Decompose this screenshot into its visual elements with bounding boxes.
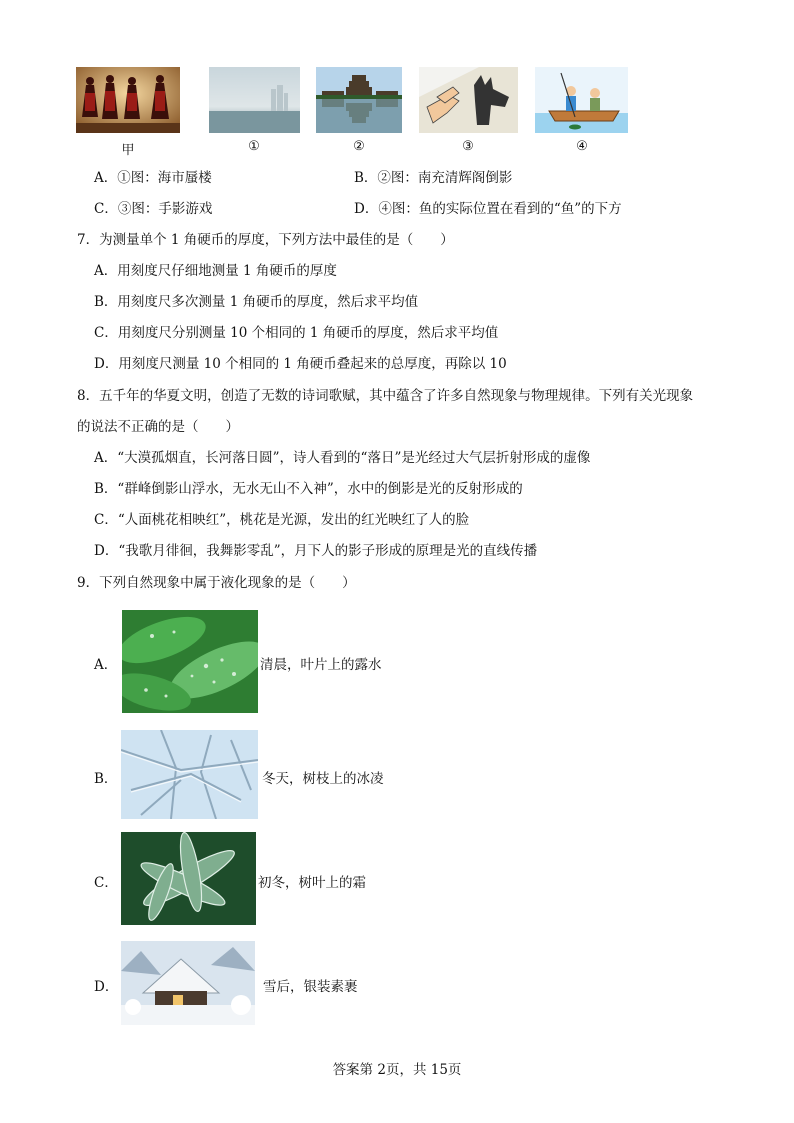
q6-option-a <box>94 169 212 187</box>
option-text: ④图：鱼的实际位置在看到的“鱼”的下方 <box>378 201 622 217</box>
q9-option-c-letter: C． <box>94 875 118 891</box>
q9-stem: 9．下列自然现象中属于液化现象的是（ ） <box>77 575 356 591</box>
mirage-image <box>209 67 300 133</box>
option-text: ③图：手影游戏 <box>117 201 213 217</box>
q8-option-d: D．“我歌月徘徊，我舞影零乱”，月下人的影子形成的原理是光的直线传播 <box>94 543 538 559</box>
icicle-branch-image <box>121 730 258 819</box>
hand-shadow-image <box>419 67 518 133</box>
image-caption-1: ① <box>248 139 260 154</box>
dew-leaf-image <box>122 610 258 713</box>
q6-option-d <box>354 200 622 218</box>
option-text: ②图：南充清辉阁倒影 <box>377 170 513 186</box>
option-letter: C． <box>94 201 118 217</box>
q9-option-b-letter: B． <box>94 771 118 787</box>
pavilion-reflection-image <box>316 67 402 133</box>
frost-leaf-image <box>121 832 256 925</box>
image-caption-4: ④ <box>576 139 588 154</box>
q7-option-b: B．用刻度尺多次测量 1 角硬币的厚度，然后求平均值 <box>94 294 419 310</box>
q8-option-a: A．“大漠孤烟直，长河落日圆”，诗人看到的“落日”是光经过大气层折射形成的虚像 <box>94 450 591 466</box>
option-letter: A． <box>94 170 118 186</box>
q6-option-b <box>354 169 512 187</box>
image-caption-jia: 甲 <box>121 143 135 158</box>
q7-stem: 7．为测量单个 1 角硬币的厚度，下列方法中最佳的是（ ） <box>77 232 454 248</box>
q7-option-d: D．用刻度尺测量 10 个相同的 1 角硬币叠起来的总厚度，再除以 10 <box>94 356 507 372</box>
q9-option-a-letter: A． <box>94 657 118 673</box>
image-caption-2: ② <box>353 139 365 154</box>
option-letter: D． <box>354 201 379 217</box>
q9-option-c-text: 初冬，树叶上的霜 <box>258 875 366 891</box>
snowy-house-image <box>121 941 255 1025</box>
shadow-puppet-image <box>76 67 180 133</box>
image-caption-3: ③ <box>462 139 474 154</box>
q9-option-b-text: 冬天，树枝上的冰凌 <box>262 771 384 787</box>
q7-option-a: A．用刻度尺仔细地测量 1 角硬币的厚度 <box>94 263 337 279</box>
q8-stem-line2: 的说法不正确的是（ ） <box>77 419 239 435</box>
q6-option-c <box>94 200 212 218</box>
q8-stem-line1: 8．五千年的华夏文明，创造了无数的诗词歌赋，其中蕴含了许多自然现象与物理规律。下列有关光现象 <box>77 388 694 404</box>
q8-option-c: C．“人面桃花相映红”，桃花是光源，发出的红光映红了人的脸 <box>94 512 470 528</box>
page-footer: 答案第 2页，共 15页 <box>332 1062 462 1078</box>
fishing-boat-image <box>535 67 628 133</box>
q8-option-b: B．“群峰倒影山浮水，无水无山不入神”，水中的倒影是光的反射形成的 <box>94 481 523 497</box>
option-letter: B． <box>354 170 378 186</box>
q9-option-d-text: 雪后，银装素裹 <box>263 979 358 995</box>
q9-option-d-letter: D． <box>94 979 119 995</box>
q7-option-c: C．用刻度尺分别测量 10 个相同的 1 角硬币的厚度，然后求平均值 <box>94 325 499 341</box>
option-text: ①图：海市蜃楼 <box>117 170 212 186</box>
q9-option-a-text: 清晨，叶片上的露水 <box>260 657 382 673</box>
